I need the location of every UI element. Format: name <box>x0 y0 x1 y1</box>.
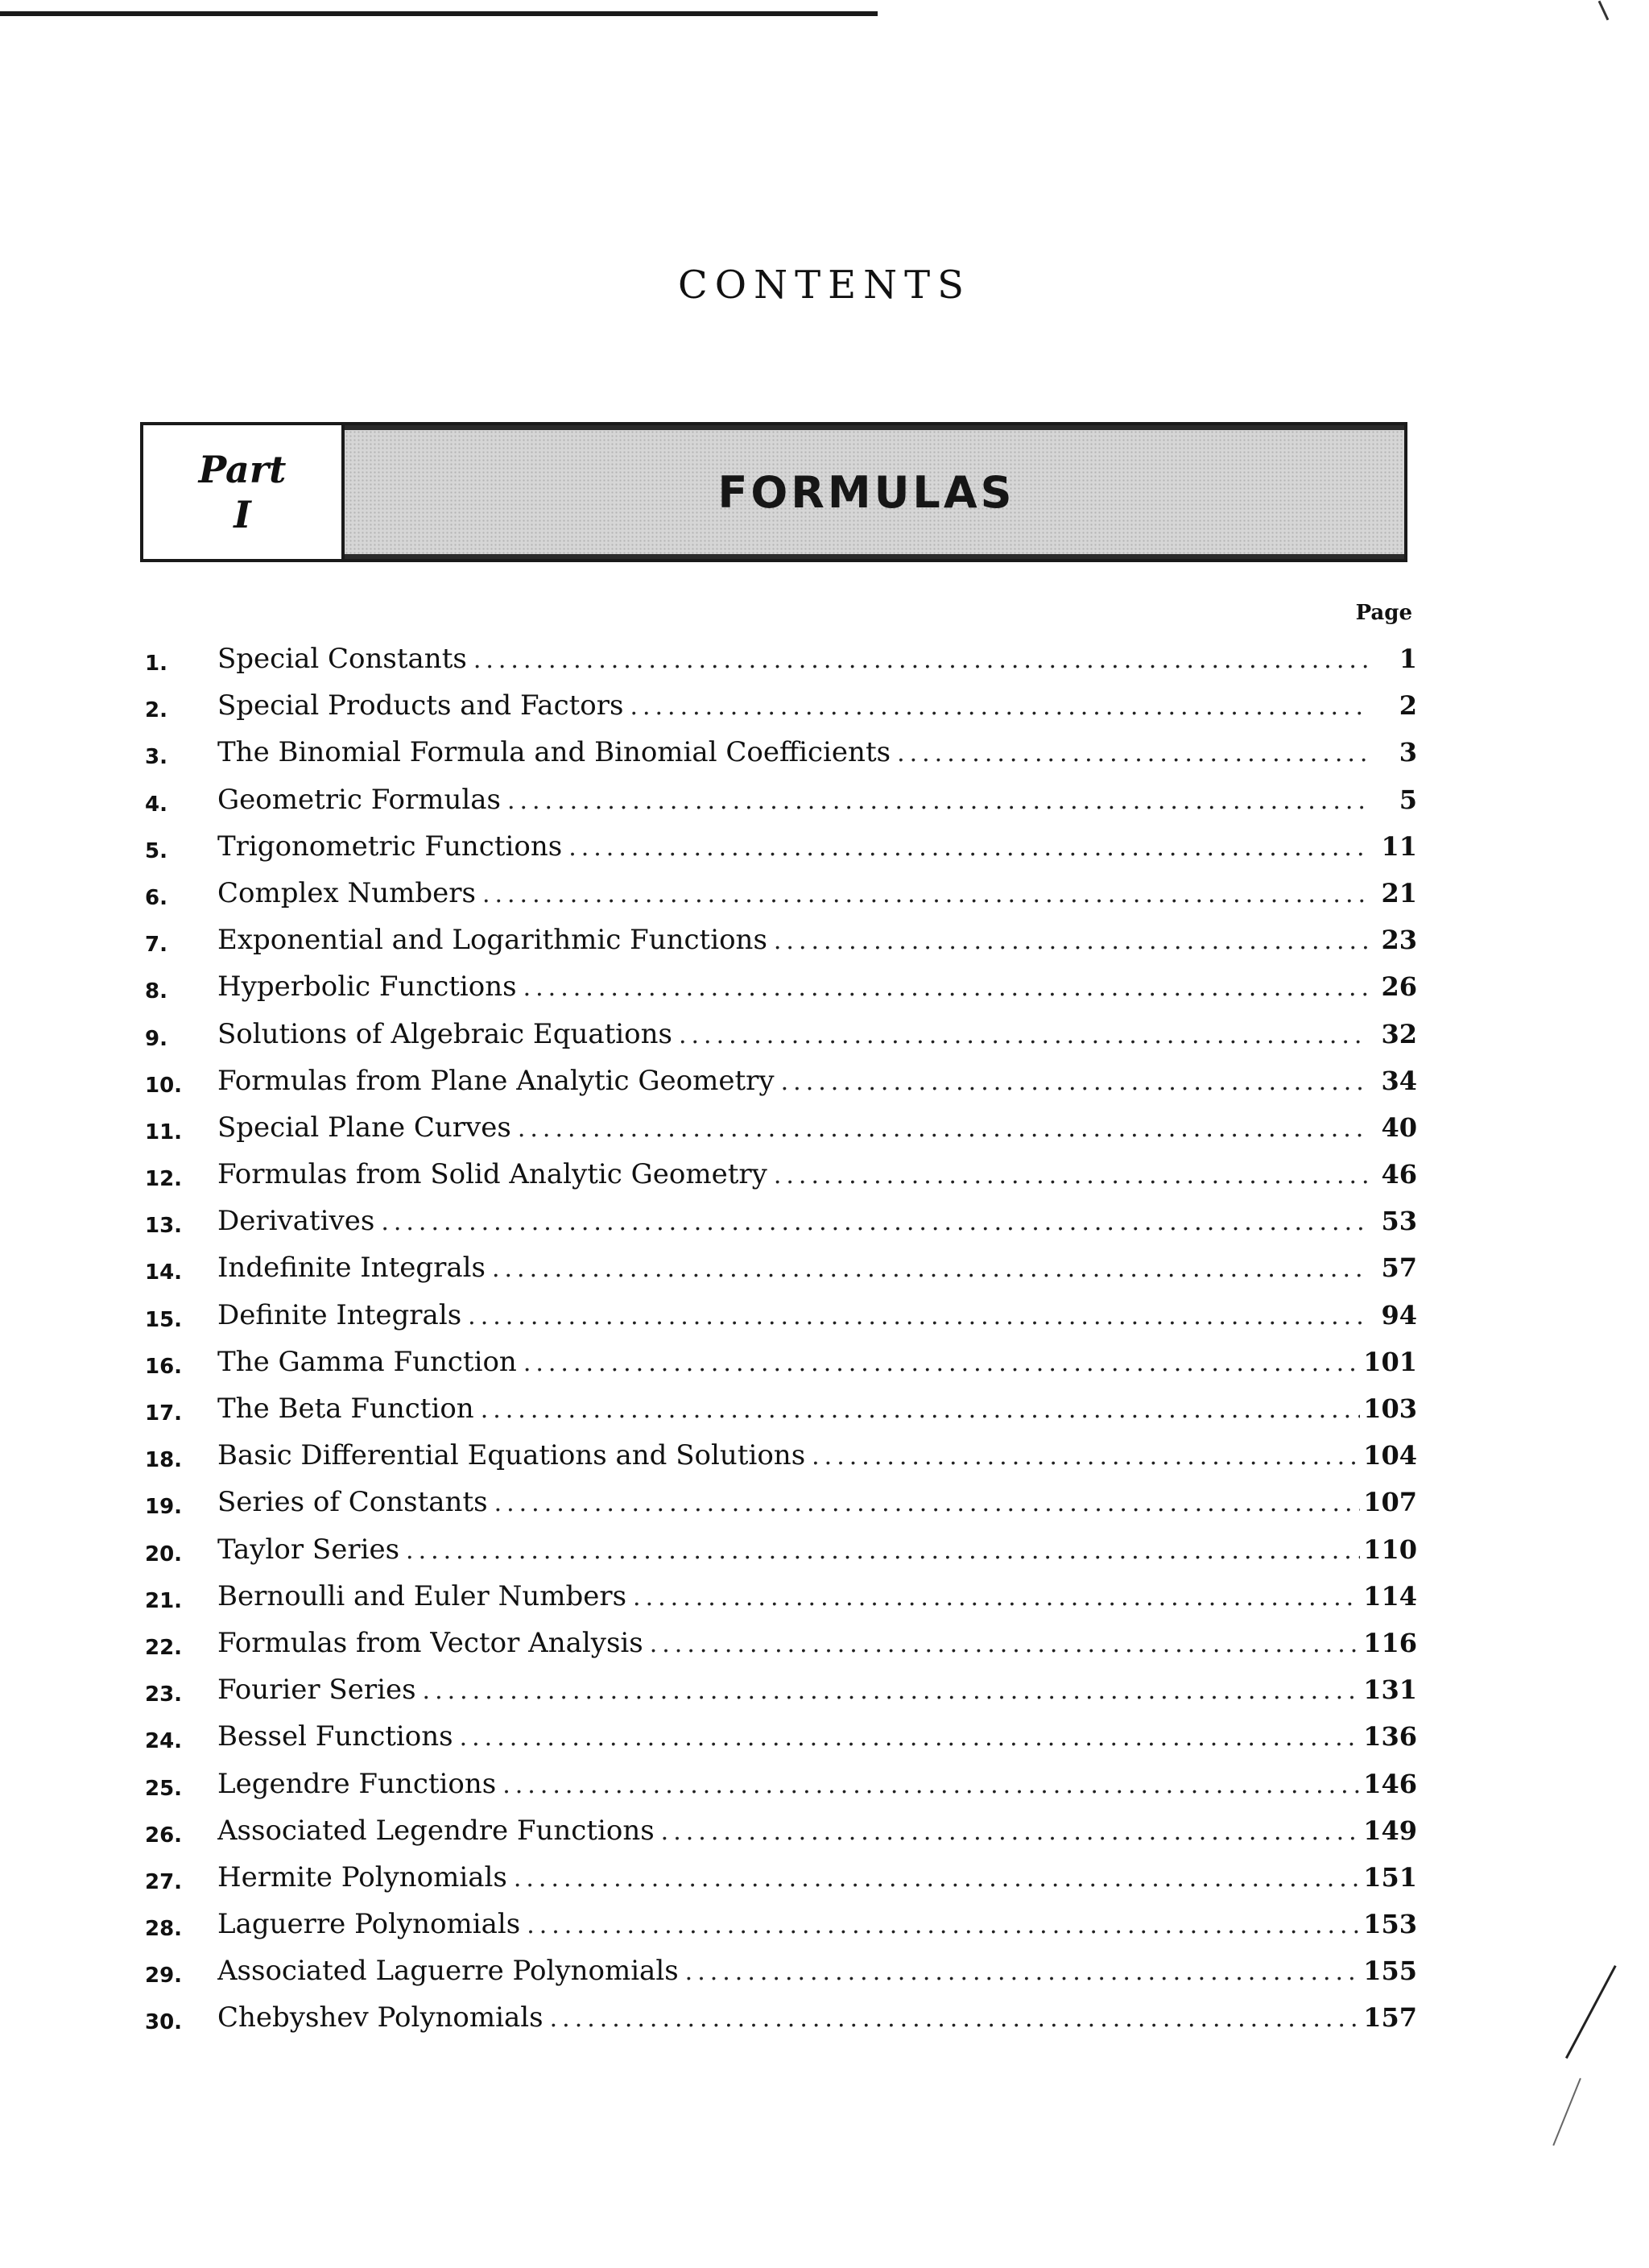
dot-leader <box>492 1253 1367 1285</box>
toc-entry <box>145 1343 1417 1389</box>
toc-entry <box>145 1436 1417 1483</box>
toc-entry-title: Series of Constants <box>217 1486 488 1519</box>
toc-entry-page: 136 <box>1363 1721 1417 1753</box>
toc-entry-title: Complex Numbers <box>217 876 476 909</box>
toc-entry <box>145 1998 1417 2045</box>
toc-entry-page: 157 <box>1363 2002 1417 2034</box>
part-banner-box <box>140 422 1407 562</box>
dot-leader <box>381 1206 1367 1239</box>
toc-entry <box>145 1155 1417 1202</box>
toc-entry-number: 12. <box>145 1167 183 1192</box>
toc-entry-line <box>217 1811 1417 1848</box>
toc-entry <box>145 1765 1417 1811</box>
toc-entry <box>145 1811 1417 1858</box>
toc-entry-line <box>217 1436 1417 1473</box>
toc-entry <box>145 1389 1417 1436</box>
toc-entry-page: 146 <box>1363 1768 1417 1799</box>
toc-entry-title: Taylor Series <box>217 1533 400 1566</box>
toc-entry <box>145 1717 1417 1764</box>
pencil-stroke <box>1565 1965 1617 2059</box>
table-of-contents <box>145 639 1417 2046</box>
toc-entry-page: 2 <box>1399 690 1417 722</box>
toc-entry-page: 149 <box>1363 1815 1417 1846</box>
toc-entry <box>145 921 1417 967</box>
toc-entry-title: Basic Differential Equations and Solutions <box>217 1439 806 1472</box>
dot-leader <box>679 1020 1367 1052</box>
toc-entry-line <box>217 1858 1417 1895</box>
dot-leader <box>550 2003 1361 2035</box>
dot-leader <box>568 832 1367 864</box>
toc-entry-line <box>217 1062 1417 1099</box>
toc-entry-page: 40 <box>1381 1111 1417 1143</box>
toc-entry <box>145 874 1417 921</box>
dot-leader <box>502 1769 1360 1802</box>
toc-entry-title: Special Constants <box>217 643 467 675</box>
dot-leader <box>774 925 1367 958</box>
toc-entry-number: 10. <box>145 1073 183 1098</box>
dot-leader <box>468 1301 1367 1333</box>
toc-entry-line <box>217 1765 1417 1802</box>
toc-entry-number: 5. <box>145 838 167 863</box>
toc-entry-line <box>217 1624 1417 1661</box>
toc-entry-page: 11 <box>1381 830 1417 862</box>
toc-entry-line <box>217 1015 1417 1052</box>
toc-entry-title: Trigonometric Functions <box>217 830 563 863</box>
toc-entry <box>145 639 1417 686</box>
toc-entry-number: 30. <box>145 2010 183 2035</box>
toc-entry <box>145 1530 1417 1577</box>
toc-entry <box>145 967 1417 1014</box>
toc-entry-line <box>217 1248 1417 1285</box>
toc-entry-title: Hyperbolic Functions <box>217 971 517 1004</box>
toc-entry-title: Exponential and Logarithmic Functions <box>217 924 767 957</box>
toc-entry-page: 46 <box>1381 1159 1417 1190</box>
toc-entry-title: Bernoulli and Euler Numbers <box>217 1579 627 1612</box>
toc-entry-number: 20. <box>145 1542 183 1566</box>
toc-entry-title: Hermite Polynomials <box>217 1860 507 1893</box>
dot-leader <box>482 879 1367 911</box>
toc-entry-number: 24. <box>145 1729 183 1754</box>
toc-entry-line <box>217 1670 1417 1707</box>
toc-entry-page: 1 <box>1399 644 1417 674</box>
dot-leader <box>514 1863 1360 1895</box>
toc-entry-number: 28. <box>145 1917 183 1942</box>
toc-entry-page: 23 <box>1381 925 1417 956</box>
toc-entry-line <box>217 780 1417 817</box>
toc-entry <box>145 1577 1417 1624</box>
toc-entry-line <box>217 1717 1417 1754</box>
toc-entry-page: 103 <box>1363 1393 1417 1424</box>
toc-entry-title: Formulas from Vector Analysis <box>217 1626 643 1659</box>
toc-entry-title: Special Products and Factors <box>217 689 624 722</box>
part-title-cell <box>345 425 1404 559</box>
toc-entry-number: 29. <box>145 1964 183 1989</box>
toc-entry <box>145 827 1417 874</box>
toc-entry-number: 15. <box>145 1307 183 1332</box>
toc-entry-page: 107 <box>1363 1487 1417 1518</box>
toc-entry-page: 32 <box>1381 1018 1417 1049</box>
dot-leader <box>661 1816 1361 1848</box>
dot-leader <box>473 644 1367 677</box>
toc-entry-line <box>217 967 1417 1004</box>
toc-entry-page: 101 <box>1363 1346 1417 1377</box>
toc-entry-number: 18. <box>145 1448 183 1473</box>
toc-entry-line <box>217 827 1417 864</box>
toc-entry-line <box>217 733 1417 770</box>
dot-leader <box>494 1488 1361 1520</box>
toc-entry-title: Laguerre Polynomials <box>217 1908 521 1941</box>
toc-entry-title: The Beta Function <box>217 1393 474 1425</box>
part-label-cell <box>143 425 345 559</box>
toc-entry-line <box>217 1343 1417 1380</box>
toc-entry-number: 4. <box>145 792 167 817</box>
dot-leader <box>630 691 1367 723</box>
dot-leader <box>507 785 1367 817</box>
toc-entry-number: 11. <box>145 1120 183 1144</box>
toc-entry-title: Fourier Series <box>217 1674 416 1707</box>
part-label: Part <box>198 448 287 491</box>
toc-entry-page: 153 <box>1363 1909 1417 1940</box>
toc-entry-number: 7. <box>145 933 167 958</box>
toc-entry-number: 25. <box>145 1776 183 1801</box>
toc-entry-page: 110 <box>1363 1533 1417 1565</box>
toc-entry <box>145 1905 1417 1951</box>
toc-entry-number: 1. <box>145 652 167 676</box>
toc-entry-page: 114 <box>1363 1580 1417 1612</box>
toc-entry-title: Associated Legendre Functions <box>217 1814 655 1847</box>
dot-leader <box>481 1394 1361 1426</box>
toc-entry-line <box>217 686 1417 723</box>
toc-entry-number: 23. <box>145 1682 183 1707</box>
toc-entry-number: 13. <box>145 1214 183 1239</box>
toc-entry <box>145 1670 1417 1717</box>
toc-entry-page: 5 <box>1399 784 1417 815</box>
toc-entry <box>145 1296 1417 1343</box>
toc-entry-title: The Binomial Formula and Binomial Coefficients <box>217 736 891 769</box>
toc-entry-line <box>217 1530 1417 1567</box>
toc-entry-title: Special Plane Curves <box>217 1111 511 1144</box>
dot-leader <box>897 738 1367 770</box>
toc-entry <box>145 1248 1417 1295</box>
toc-entry-line <box>217 1483 1417 1520</box>
dot-leader <box>685 1956 1361 1989</box>
toc-entry-page: 94 <box>1381 1299 1417 1331</box>
dot-leader <box>518 1113 1367 1145</box>
toc-entry-title: Bessel Functions <box>217 1720 453 1753</box>
toc-entry-number: 16. <box>145 1354 183 1379</box>
toc-entry-line <box>217 1202 1417 1239</box>
toc-entry-line <box>217 1108 1417 1145</box>
toc-entry <box>145 1858 1417 1905</box>
toc-entry-title: Definite Integrals <box>217 1298 462 1331</box>
toc-entry-number: 22. <box>145 1635 183 1660</box>
toc-entry <box>145 1108 1417 1155</box>
toc-entry-number: 8. <box>145 979 167 1004</box>
toc-entry-page: 116 <box>1363 1627 1417 1658</box>
toc-entry-page: 155 <box>1363 1956 1417 1987</box>
toc-entry-line <box>217 1998 1417 2035</box>
dot-leader <box>523 1347 1360 1380</box>
dot-leader <box>527 1910 1360 1942</box>
dot-leader <box>460 1722 1361 1754</box>
toc-entry-line <box>217 1577 1417 1614</box>
dot-leader <box>812 1441 1360 1473</box>
toc-entry-title: Formulas from Plane Analytic Geometry <box>217 1064 775 1097</box>
toc-entry <box>145 686 1417 733</box>
dot-leader <box>774 1160 1367 1192</box>
part-title: FORMULAS <box>717 466 1015 518</box>
toc-entry-page: 26 <box>1381 971 1417 1003</box>
toc-entry-number: 6. <box>145 885 167 910</box>
toc-entry-title: Derivatives <box>217 1205 375 1238</box>
toc-entry-title: Legendre Functions <box>217 1767 497 1800</box>
part-number: I <box>234 493 251 536</box>
toc-entry-number: 17. <box>145 1401 183 1426</box>
toc-entry <box>145 733 1417 780</box>
toc-entry-title: Chebyshev Polynomials <box>217 2001 543 2034</box>
dot-leader <box>423 1675 1361 1707</box>
toc-entry <box>145 1624 1417 1670</box>
toc-entry-title: Associated Laguerre Polynomials <box>217 1955 679 1988</box>
toc-entry-number: 3. <box>145 745 167 770</box>
toc-entry-number: 19. <box>145 1495 183 1520</box>
toc-entry-number: 26. <box>145 1823 183 1848</box>
toc-entry <box>145 1015 1417 1062</box>
dot-leader <box>650 1629 1360 1661</box>
toc-entry-number: 14. <box>145 1260 183 1285</box>
toc-entry-page: 131 <box>1363 1674 1417 1706</box>
toc-entry-page: 57 <box>1381 1252 1417 1284</box>
toc-entry <box>145 1062 1417 1108</box>
toc-entry-line <box>217 1296 1417 1333</box>
toc-entry-title: Formulas from Solid Analytic Geometry <box>217 1158 767 1191</box>
toc-entry-page: 104 <box>1363 1440 1417 1471</box>
pencil-stroke <box>1552 2078 1581 2146</box>
toc-entry-title: Solutions of Algebraic Equations <box>217 1017 672 1050</box>
toc-entry-title: Geometric Formulas <box>217 783 501 816</box>
toc-entry-title: The Gamma Function <box>217 1345 517 1378</box>
dot-leader <box>633 1582 1360 1614</box>
toc-entry <box>145 780 1417 827</box>
toc-entry-page: 53 <box>1381 1206 1417 1237</box>
toc-entry <box>145 1483 1417 1529</box>
toc-entry-line <box>217 1155 1417 1192</box>
top-edge-rule <box>0 11 878 16</box>
toc-entry-line <box>217 639 1417 677</box>
toc-entry-number: 2. <box>145 698 167 723</box>
toc-entry-number: 27. <box>145 1869 183 1894</box>
toc-entry <box>145 1202 1417 1248</box>
toc-entry-line <box>217 1905 1417 1942</box>
page-title: CONTENTS <box>677 263 972 308</box>
toc-entry-page: 34 <box>1381 1065 1417 1096</box>
dot-leader <box>523 972 1367 1004</box>
toc-entry-line <box>217 921 1417 958</box>
toc-entry-page: 151 <box>1363 1861 1417 1893</box>
toc-entry <box>145 1951 1417 1998</box>
dot-leader <box>781 1066 1367 1099</box>
toc-entry-line <box>217 1951 1417 1989</box>
toc-entry-line <box>217 1389 1417 1426</box>
toc-entry-page: 3 <box>1399 737 1417 768</box>
dot-leader <box>406 1535 1360 1567</box>
toc-entry-line <box>217 874 1417 911</box>
toc-entry-title: Indefinite Integrals <box>217 1252 486 1285</box>
margin-pencil-marks <box>1530 1965 1643 2175</box>
toc-entry-page: 21 <box>1381 877 1417 908</box>
corner-scan-mark <box>1598 1 1610 21</box>
toc-entry-number: 9. <box>145 1026 167 1051</box>
toc-entry-number: 21. <box>145 1588 183 1613</box>
page-column-header: Page <box>1355 601 1412 625</box>
